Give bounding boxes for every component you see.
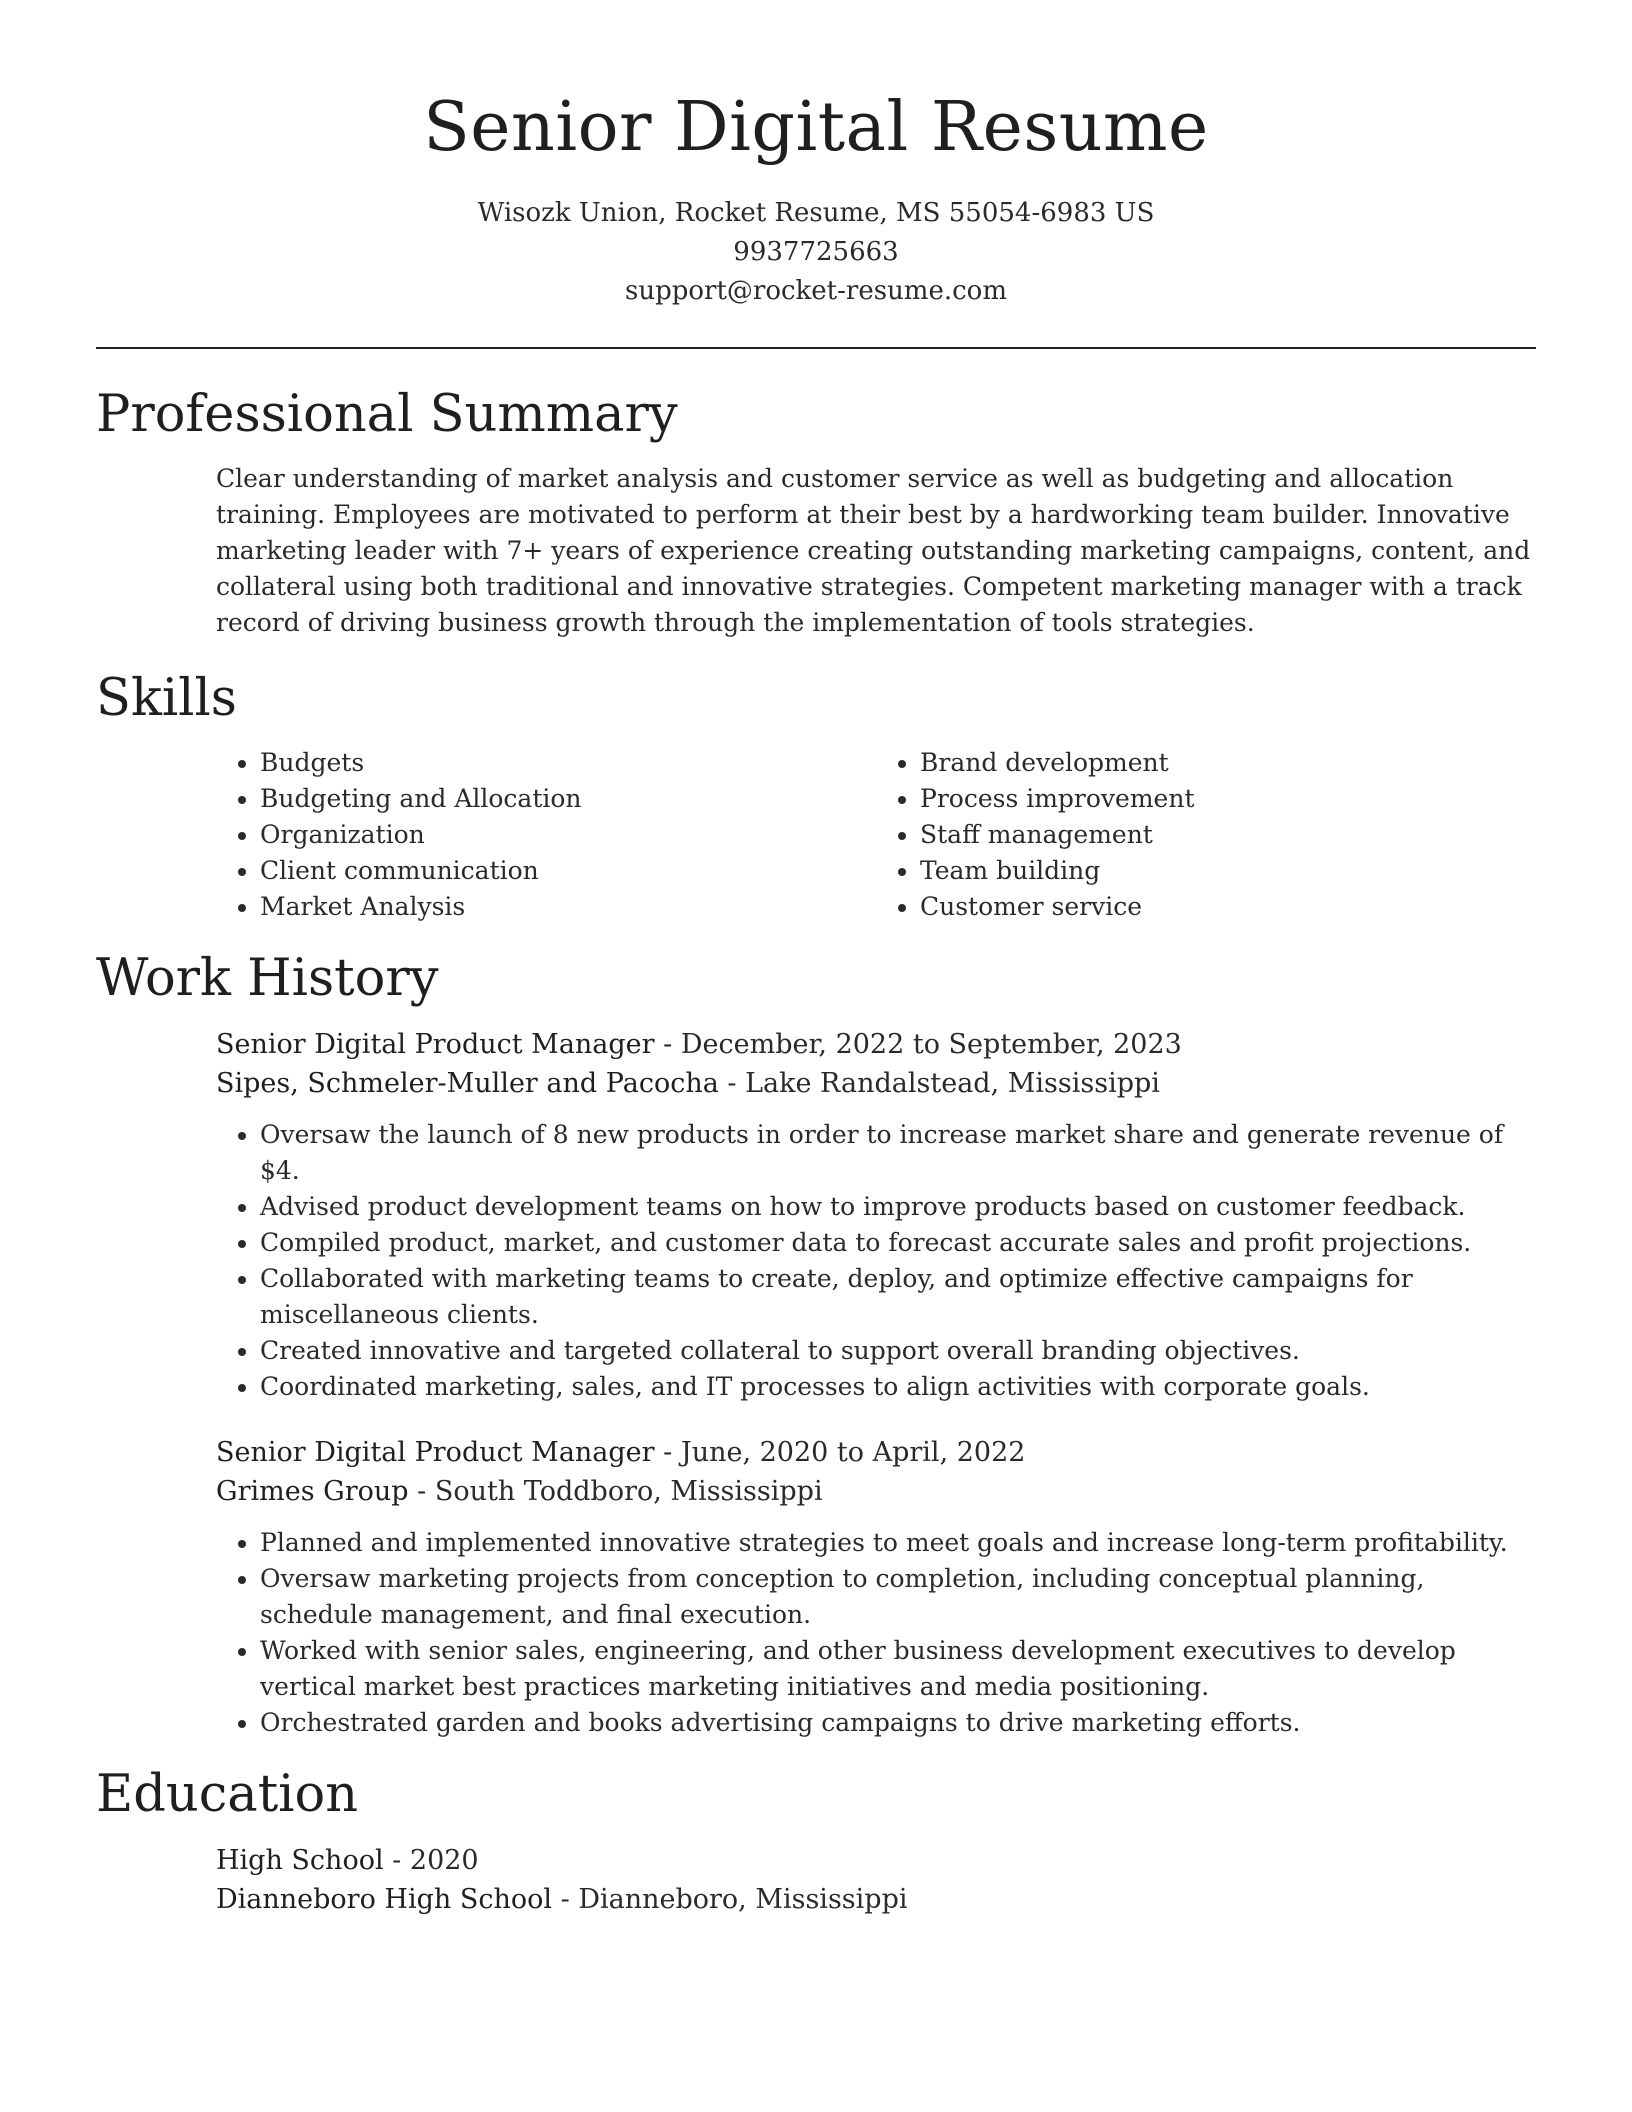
education-location: Dianneboro, Mississippi xyxy=(578,1884,908,1915)
job-bullet: • Collaborated with marketing teams to create, deploy, and optimize effective campaigns for miscellaneous clients. xyxy=(260,1261,1536,1333)
work-history-section xyxy=(96,947,1536,1741)
job-entry xyxy=(216,1025,1536,1405)
job-role: Senior Digital Product Manager xyxy=(216,1029,655,1060)
skills-section xyxy=(96,667,1536,925)
job-bullet: • Advised product development teams on how to improve products based on customer feedback. xyxy=(260,1189,1536,1225)
education-degree: High School xyxy=(216,1845,384,1876)
job-company-line: Grimes Group - South Toddboro, Mississippi xyxy=(216,1476,823,1507)
job-responsibilities xyxy=(216,1525,1536,1741)
skill-item: • Process improvement xyxy=(920,781,1536,817)
job-location: Lake Randalstead, Mississippi xyxy=(745,1068,1160,1099)
contact-email: support@rocket-resume.com xyxy=(624,276,1007,306)
education-school: Dianneboro High School xyxy=(216,1884,553,1915)
skill-item: • Customer service xyxy=(920,889,1536,925)
job-company-line: Sipes, Schmeler-Muller and Pacocha - Lake Randalstead, Mississippi xyxy=(216,1068,1160,1099)
job-bullet: • Planned and implemented innovative strategies to meet goals and increase long-term profitability. xyxy=(260,1525,1536,1561)
contact-address: Wisozk Union, Rocket Resume, MS 55054-6983 US xyxy=(477,198,1155,228)
job-bullet: • Oversaw the launch of 8 new products in order to increase market share and generate revenue of $4. xyxy=(260,1117,1536,1189)
education-section xyxy=(96,1763,1536,1919)
job-role: Senior Digital Product Manager xyxy=(216,1437,655,1468)
work-history-heading: Work History xyxy=(96,949,439,1008)
job-location: South Toddboro, Mississippi xyxy=(434,1476,823,1507)
skills-grid xyxy=(216,745,1536,925)
job-bullet: • Created innovative and targeted collateral to support overall branding objectives. xyxy=(260,1333,1536,1369)
skill-item: • Client communication xyxy=(260,853,876,889)
job-company: Grimes Group xyxy=(216,1476,409,1507)
job-dates: December, 2022 to September, 2023 xyxy=(680,1029,1182,1060)
education-degree-line: High School - 2020 xyxy=(216,1845,479,1876)
skill-item: • Organization xyxy=(260,817,876,853)
professional-summary-text: Clear understanding of market analysis and customer service as well as budgeting and allocation training. Employees are motivated to perform at their best by a hardworking team builder. Innovative marketing leader with 7+ years of experience creating outstanding marketing campaigns, content, and collateral using both traditional and innovative strategies. Competent marketing manager with a track record of driving business growth through the implementation of tools strategies. xyxy=(216,464,1531,637)
resume-header xyxy=(96,0,1536,311)
skill-item: • Market Analysis xyxy=(260,889,876,925)
job-title-line: Senior Digital Product Manager - December, 2022 to September, 2023 xyxy=(216,1029,1182,1060)
job-bullet: • Coordinated marketing, sales, and IT processes to align activities with corporate goals. xyxy=(260,1369,1536,1405)
header-divider xyxy=(96,347,1536,349)
resume-title: Senior Digital Resume xyxy=(423,88,1209,167)
professional-summary-section xyxy=(96,383,1536,641)
job-title-line: Senior Digital Product Manager - June, 2020 to April, 2022 xyxy=(216,1437,1026,1468)
job-bullet: • Compiled product, market, and customer data to forecast accurate sales and profit projections. xyxy=(260,1225,1536,1261)
contact-phone: 9937725663 xyxy=(733,237,899,267)
contact-block xyxy=(96,194,1536,311)
education-year: 2020 xyxy=(409,1845,479,1876)
skill-item: • Budgets xyxy=(260,745,876,781)
job-bullet: • Orchestrated garden and books advertising campaigns to drive marketing efforts. xyxy=(260,1705,1536,1741)
skill-item: • Staff management xyxy=(920,817,1536,853)
skills-heading: Skills xyxy=(96,669,237,728)
job-responsibilities xyxy=(216,1117,1536,1405)
education-entry xyxy=(216,1841,1536,1919)
skill-item: • Team building xyxy=(920,853,1536,889)
education-school-line: Dianneboro High School - Dianneboro, Mississippi xyxy=(216,1884,908,1915)
job-bullet: • Worked with senior sales, engineering, and other business development executives to develop vertical market best practices marketing initiatives and media positioning. xyxy=(260,1633,1536,1705)
job-company: Sipes, Schmeler-Muller and Pacocha xyxy=(216,1068,719,1099)
job-bullet: • Oversaw marketing projects from conception to completion, including conceptual planning, schedule management, and final execution. xyxy=(260,1561,1536,1633)
skills-list-left xyxy=(216,745,876,925)
job-dates: June, 2020 to April, 2022 xyxy=(680,1437,1026,1468)
skills-list-right xyxy=(876,745,1536,925)
education-heading: Education xyxy=(96,1765,359,1824)
skill-item: • Budgeting and Allocation xyxy=(260,781,876,817)
skill-item: • Brand development xyxy=(920,745,1536,781)
job-entry xyxy=(216,1433,1536,1741)
professional-summary-heading: Professional Summary xyxy=(96,385,678,444)
